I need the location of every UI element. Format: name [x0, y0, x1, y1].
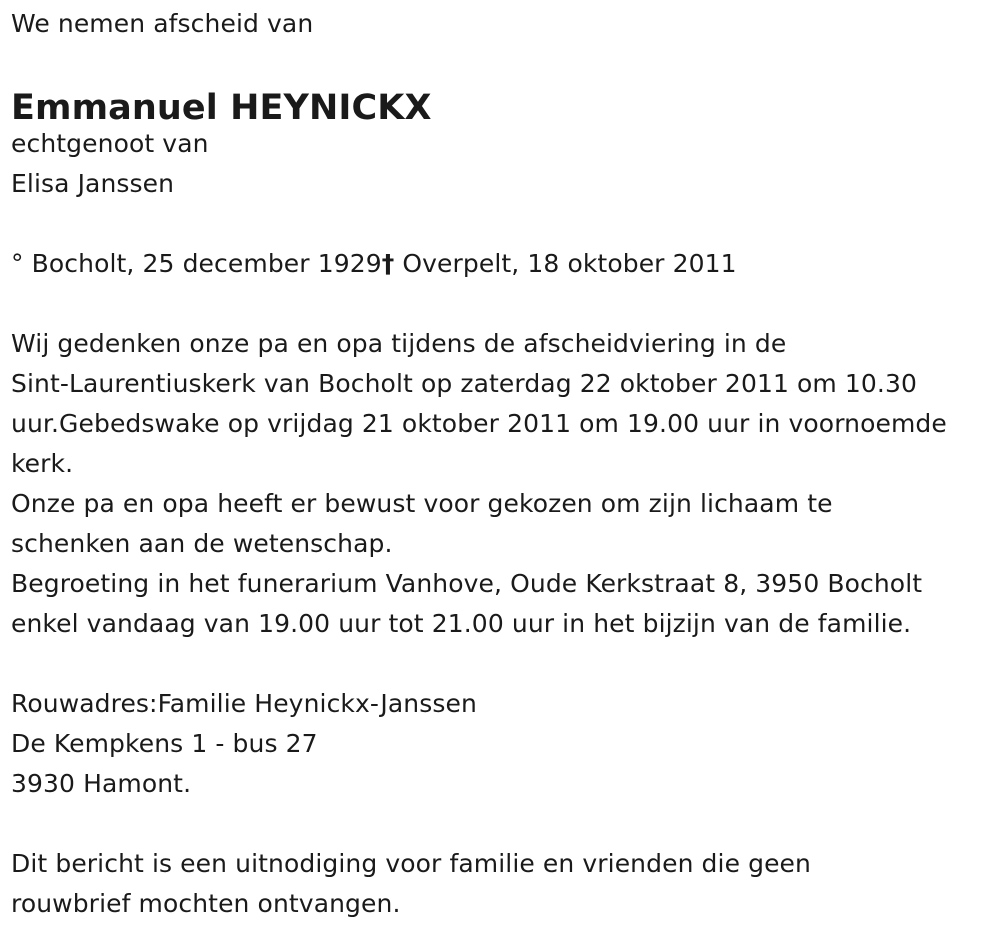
death-notice: [11, 4, 996, 924]
spacer: [11, 284, 996, 324]
spouse-name: Elisa Janssen: [11, 169, 175, 198]
body-line: enkel vandaag van 19.00 uur tot 21.00 uur in het bijzijn van de familie.: [11, 609, 912, 638]
closing-line: Dit bericht is een uitnodiging voor familie en vrienden die geen: [11, 849, 811, 878]
spacer: [11, 644, 996, 684]
address-line: 3930 Hamont.: [11, 769, 192, 798]
birth-symbol: °: [11, 249, 24, 278]
body-line: kerk.: [11, 449, 74, 478]
deceased-name: Emmanuel HEYNICKX: [11, 88, 432, 128]
birth-date: Bocholt, 25 december 1929: [31, 249, 382, 278]
death-date: Overpelt, 18 oktober 2011: [402, 249, 737, 278]
spacer: [11, 204, 996, 244]
dates-line: [11, 244, 996, 284]
closing-line: rouwbrief mochten ontvangen.: [11, 889, 401, 918]
spacer: [11, 44, 996, 84]
address-line: Rouwadres:Familie Heynickx-Janssen: [11, 689, 477, 718]
relation-label: echtgenoot van: [11, 129, 209, 158]
intro-text: We nemen afscheid van: [11, 9, 314, 38]
body-line: Sint-Laurentiuskerk van Bocholt op zaterdag 22 oktober 2011 om 10.30: [11, 369, 917, 398]
address-line: De Kempkens 1 - bus 27: [11, 729, 318, 758]
body-line: Onze pa en opa heeft er bewust voor gekozen om zijn lichaam te: [11, 489, 833, 518]
body-line: Begroeting in het funerarium Vanhove, Oude Kerkstraat 8, 3950 Bocholt: [11, 569, 923, 598]
spacer: [11, 804, 996, 844]
body-line: uur.Gebedswake op vrijdag 21 oktober 2011 om 19.00 uur in voornoemde: [11, 409, 947, 438]
body-line: Wij gedenken onze pa en opa tijdens de afscheidviering in de: [11, 329, 787, 358]
death-cross-icon: †: [381, 249, 395, 278]
body-line: schenken aan de wetenschap.: [11, 529, 393, 558]
